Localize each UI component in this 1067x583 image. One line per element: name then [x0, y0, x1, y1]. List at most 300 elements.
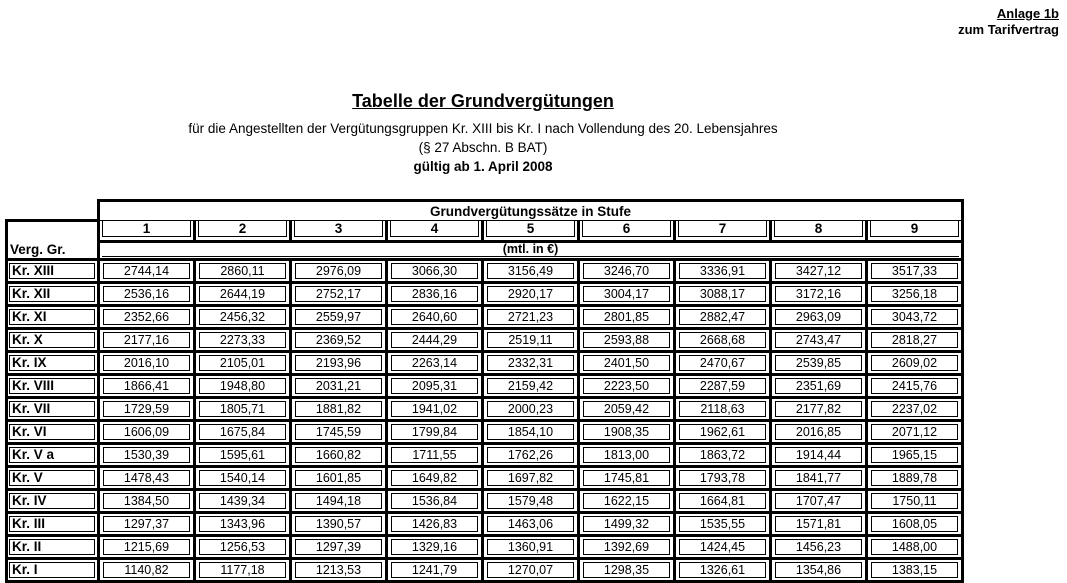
value-cell [675, 398, 771, 421]
value: 2071,12 [871, 424, 958, 440]
value: 2609,02 [871, 355, 958, 371]
row-label-cell [7, 260, 99, 283]
value-cell [291, 444, 387, 467]
value-cell [675, 513, 771, 536]
stufe-span-header: Grundvergütungssätze in Stufe [99, 201, 963, 221]
value: 3517,33 [871, 263, 958, 279]
value: 1213,53 [295, 562, 382, 578]
value-cell [771, 467, 867, 490]
row-label-cell [7, 421, 99, 444]
value: 1390,57 [295, 516, 382, 532]
value-cell [195, 283, 291, 306]
row-label: Kr. II [9, 539, 95, 555]
page-title: Tabelle der Grundvergütungen [352, 91, 614, 111]
value-cell [579, 306, 675, 329]
value: 2456,32 [199, 309, 286, 325]
stufe-column-header [771, 221, 867, 242]
row-label: Kr. XII [9, 286, 95, 302]
table-row [7, 513, 963, 536]
value: 1499,32 [583, 516, 670, 532]
value-cell [579, 375, 675, 398]
value-cell [579, 444, 675, 467]
value-cell [675, 260, 771, 283]
value-cell [483, 306, 579, 329]
value-cell [675, 329, 771, 352]
value-cell [483, 536, 579, 559]
value: 2860,11 [199, 263, 286, 279]
row-label: Kr. IX [9, 355, 95, 371]
value: 2105,01 [199, 355, 286, 371]
value: 1456,23 [775, 539, 862, 555]
value: 2963,09 [775, 309, 862, 325]
value: 1799,84 [391, 424, 478, 440]
value-cell [771, 283, 867, 306]
value: 3246,70 [583, 263, 670, 279]
value-cell [483, 352, 579, 375]
value: 2470,67 [679, 355, 766, 371]
stufe-span-row [7, 201, 963, 221]
value: 1675,84 [199, 424, 286, 440]
table-row [7, 421, 963, 444]
value: 2223,50 [583, 378, 670, 394]
value: 1863,72 [679, 447, 766, 463]
value: 1354,86 [775, 562, 862, 578]
value: 3172,16 [775, 286, 862, 302]
value-cell [387, 467, 483, 490]
value: 1215,69 [103, 539, 190, 555]
value: 1601,85 [295, 470, 382, 486]
value: 2237,02 [871, 401, 958, 417]
value-cell [387, 329, 483, 352]
value-cell [99, 352, 195, 375]
value-cell [99, 398, 195, 421]
table-row [7, 398, 963, 421]
value: 1535,55 [679, 516, 766, 532]
value-cell [99, 559, 195, 582]
value: 1360,91 [487, 539, 574, 555]
row-label-cell [7, 444, 99, 467]
table-row [7, 306, 963, 329]
value-cell [291, 306, 387, 329]
stufe-column-label: 3 [294, 221, 383, 237]
value: 1941,02 [391, 401, 478, 417]
value: 2193,96 [295, 355, 382, 371]
value-cell [291, 513, 387, 536]
stufe-column-label: 4 [390, 221, 479, 237]
value: 3066,30 [391, 263, 478, 279]
value: 1494,18 [295, 493, 382, 509]
value: 2744,14 [103, 263, 190, 279]
row-label-cell [7, 398, 99, 421]
value-cell [291, 260, 387, 283]
row-label-cell [7, 306, 99, 329]
stufe-column-label: 1 [102, 221, 191, 237]
value-cell [387, 444, 483, 467]
row-label-cell [7, 352, 99, 375]
value-cell [483, 421, 579, 444]
row-label: Kr. IV [9, 493, 95, 509]
value: 2920,17 [487, 286, 574, 302]
value-cell [387, 490, 483, 513]
value: 1579,48 [487, 493, 574, 509]
value: 1750,11 [871, 493, 958, 509]
value-cell [387, 283, 483, 306]
value-cell [195, 559, 291, 582]
value: 2668,68 [679, 332, 766, 348]
value-cell [195, 352, 291, 375]
value-cell [771, 352, 867, 375]
value: 1707,47 [775, 493, 862, 509]
value-cell [771, 536, 867, 559]
value-cell [579, 490, 675, 513]
value-cell [867, 306, 963, 329]
value: 1962,61 [679, 424, 766, 440]
value: 2177,16 [103, 332, 190, 348]
value-cell [291, 352, 387, 375]
value-cell [195, 536, 291, 559]
value-cell [99, 375, 195, 398]
value: 1711,55 [391, 447, 478, 463]
row-label: Kr. V a [9, 447, 95, 463]
value: 3088,17 [679, 286, 766, 302]
value-cell [387, 352, 483, 375]
value-cell [291, 467, 387, 490]
stufe-column-header [483, 221, 579, 242]
value-cell [579, 283, 675, 306]
value: 1697,82 [487, 470, 574, 486]
value-cell [771, 375, 867, 398]
value-cell [771, 329, 867, 352]
value: 2836,16 [391, 286, 478, 302]
value-cell [579, 559, 675, 582]
value: 1256,53 [199, 539, 286, 555]
value-cell [771, 490, 867, 513]
remuneration-table [5, 199, 964, 583]
value: 2000,23 [487, 401, 574, 417]
value-cell [867, 421, 963, 444]
table-row [7, 536, 963, 559]
value: 1745,59 [295, 424, 382, 440]
value: 2640,60 [391, 309, 478, 325]
value-cell [867, 444, 963, 467]
value: 2287,59 [679, 378, 766, 394]
value-cell [195, 398, 291, 421]
value: 2401,50 [583, 355, 670, 371]
value-cell [195, 329, 291, 352]
value: 2801,85 [583, 309, 670, 325]
table-row [7, 352, 963, 375]
table-row [7, 283, 963, 306]
value-cell [291, 421, 387, 444]
value-cell [579, 352, 675, 375]
value: 1426,83 [391, 516, 478, 532]
value: 1297,37 [103, 516, 190, 532]
value-cell [771, 260, 867, 283]
value: 2743,47 [775, 332, 862, 348]
value-cell [483, 490, 579, 513]
annex-label: Anlage 1b [996, 6, 1059, 21]
value: 2369,52 [295, 332, 382, 348]
value: 2519,11 [487, 332, 574, 348]
value: 1745,81 [583, 470, 670, 486]
value-cell [579, 513, 675, 536]
value-cell [867, 398, 963, 421]
row-label: Kr. X [9, 332, 95, 348]
table-row [7, 329, 963, 352]
value: 3427,12 [775, 263, 862, 279]
value: 2444,29 [391, 332, 478, 348]
value-cell [99, 490, 195, 513]
value: 2016,10 [103, 355, 190, 371]
value-cell [867, 375, 963, 398]
value: 1343,96 [199, 516, 286, 532]
value: 2539,85 [775, 355, 862, 371]
value-cell [771, 559, 867, 582]
table-body [7, 260, 963, 582]
value-cell [387, 421, 483, 444]
value: 2016,85 [775, 424, 862, 440]
value: 2095,31 [391, 378, 478, 394]
stufe-column-label: 6 [582, 221, 671, 237]
value-cell [675, 283, 771, 306]
value-cell [867, 352, 963, 375]
stufe-numbers-row [7, 221, 963, 242]
value: 2536,16 [103, 286, 190, 302]
value: 1383,15 [871, 562, 958, 578]
value: 1463,06 [487, 516, 574, 532]
stufe-column-label: 9 [870, 221, 959, 237]
value-cell [99, 444, 195, 467]
value: 3043,72 [871, 309, 958, 325]
value: 2559,97 [295, 309, 382, 325]
value-cell [867, 513, 963, 536]
corner-note [958, 6, 1059, 38]
value: 1813,00 [583, 447, 670, 463]
value: 2352,66 [103, 309, 190, 325]
row-label: Kr. VII [9, 401, 95, 417]
value-cell [867, 467, 963, 490]
value-cell [291, 283, 387, 306]
value: 1965,15 [871, 447, 958, 463]
value: 2976,09 [295, 263, 382, 279]
subtitle-scope: für die Angestellten der Vergütungsgruppen Kr. XIII bis Kr. I nach Vollendung des 20. Lebensjahres [188, 121, 778, 136]
value: 3156,49 [487, 263, 574, 279]
value: 1298,35 [583, 562, 670, 578]
stufe-column-header [195, 221, 291, 242]
value: 1384,50 [103, 493, 190, 509]
value: 2351,69 [775, 378, 862, 394]
value: 1854,10 [487, 424, 574, 440]
value: 1297,39 [295, 539, 382, 555]
value-cell [675, 490, 771, 513]
value: 1948,80 [199, 378, 286, 394]
value-cell [867, 260, 963, 283]
stufe-column-label: 5 [486, 221, 575, 237]
row-label-cell [7, 490, 99, 513]
title-block [2, 91, 964, 176]
row-label: Kr. I [9, 562, 95, 578]
value: 1914,44 [775, 447, 862, 463]
row-label-cell [7, 513, 99, 536]
value-cell [675, 444, 771, 467]
value-cell [483, 559, 579, 582]
value-cell [483, 398, 579, 421]
stufe-column-header [867, 221, 963, 242]
value-cell [387, 513, 483, 536]
value: 2415,76 [871, 378, 958, 394]
value: 2031,21 [295, 378, 382, 394]
value: 1793,78 [679, 470, 766, 486]
value: 1608,05 [871, 516, 958, 532]
stufe-column-header [291, 221, 387, 242]
value: 1664,81 [679, 493, 766, 509]
value: 1530,39 [103, 447, 190, 463]
value: 2273,33 [199, 332, 286, 348]
value-cell [99, 421, 195, 444]
value: 1866,41 [103, 378, 190, 394]
value-cell [195, 375, 291, 398]
value-cell [675, 352, 771, 375]
value-cell [387, 375, 483, 398]
value-cell [195, 421, 291, 444]
value: 1649,82 [391, 470, 478, 486]
value-cell [771, 306, 867, 329]
value: 1140,82 [103, 562, 190, 578]
value-cell [387, 260, 483, 283]
value: 1488,00 [871, 539, 958, 555]
value: 2118,63 [679, 401, 766, 417]
validity-date: gültig ab 1. April 2008 [413, 159, 553, 174]
value-cell [291, 490, 387, 513]
value: 1622,15 [583, 493, 670, 509]
row-label: Kr. XIII [9, 263, 95, 279]
value: 2263,14 [391, 355, 478, 371]
tariff-contract-label: zum Tarifvertrag [958, 22, 1059, 37]
value: 3256,18 [871, 286, 958, 302]
value-cell [387, 306, 483, 329]
unit-row [7, 242, 963, 260]
unit-header [99, 242, 963, 260]
value: 1241,79 [391, 562, 478, 578]
value-cell [771, 444, 867, 467]
value-cell [99, 283, 195, 306]
value: 2644,19 [199, 286, 286, 302]
table-row [7, 444, 963, 467]
row-label-cell [7, 467, 99, 490]
value: 2818,27 [871, 332, 958, 348]
value-cell [579, 260, 675, 283]
value-cell [867, 536, 963, 559]
value-cell [483, 329, 579, 352]
value-cell [195, 467, 291, 490]
value-cell [867, 329, 963, 352]
value-cell [483, 513, 579, 536]
value: 1881,82 [295, 401, 382, 417]
value-cell [579, 421, 675, 444]
value-cell [99, 306, 195, 329]
value: 1889,78 [871, 470, 958, 486]
stufe-column-header [579, 221, 675, 242]
value-cell [291, 329, 387, 352]
row-label: Kr. III [9, 516, 95, 532]
value-cell [579, 329, 675, 352]
value-cell [99, 467, 195, 490]
value: 1571,81 [775, 516, 862, 532]
value: 2721,23 [487, 309, 574, 325]
value-cell [675, 559, 771, 582]
row-label-cell [7, 536, 99, 559]
value-cell [579, 398, 675, 421]
value-cell [195, 306, 291, 329]
value-cell [867, 283, 963, 306]
corner-spacer [7, 201, 99, 221]
value-cell [483, 283, 579, 306]
value: 1424,45 [679, 539, 766, 555]
value-cell [483, 260, 579, 283]
table-row [7, 375, 963, 398]
value: 1762,26 [487, 447, 574, 463]
value: 1270,07 [487, 562, 574, 578]
value-cell [867, 490, 963, 513]
value: 1392,69 [583, 539, 670, 555]
value-cell [675, 421, 771, 444]
stufe-column-header [387, 221, 483, 242]
subtitle-paragraph: (§ 27 Abschn. B BAT) [418, 140, 548, 155]
value-cell [387, 398, 483, 421]
value: 1660,82 [295, 447, 382, 463]
value-cell [99, 329, 195, 352]
value-cell [483, 375, 579, 398]
value: 2177,82 [775, 401, 862, 417]
value-cell [99, 536, 195, 559]
stufe-column-header [99, 221, 195, 242]
row-label: Kr. XI [9, 309, 95, 325]
table-row [7, 260, 963, 283]
value-cell [675, 536, 771, 559]
value-cell [771, 398, 867, 421]
value: 2332,31 [487, 355, 574, 371]
value-cell [99, 513, 195, 536]
row-label: Kr. VI [9, 424, 95, 440]
value-cell [867, 559, 963, 582]
row-label-cell [7, 283, 99, 306]
value-cell [195, 490, 291, 513]
value: 2752,17 [295, 286, 382, 302]
value: 1439,34 [199, 493, 286, 509]
value-cell [195, 444, 291, 467]
value: 2059,42 [583, 401, 670, 417]
row-label: Kr. VIII [9, 378, 95, 394]
value-cell [771, 421, 867, 444]
value-cell [195, 513, 291, 536]
verg-gr-header: Verg. Gr. [7, 221, 99, 260]
unit-label: (mtl. in €) [102, 243, 959, 257]
stufe-column-label: 2 [198, 221, 287, 237]
value: 1805,71 [199, 401, 286, 417]
value-cell [483, 444, 579, 467]
row-label: Kr. V [9, 470, 95, 486]
value-cell [195, 260, 291, 283]
stufe-column-label: 8 [774, 221, 863, 237]
value-cell [675, 306, 771, 329]
row-label-cell [7, 329, 99, 352]
value: 1540,14 [199, 470, 286, 486]
value: 2882,47 [679, 309, 766, 325]
table-row [7, 559, 963, 582]
value: 1326,61 [679, 562, 766, 578]
value-cell [99, 260, 195, 283]
value: 1536,84 [391, 493, 478, 509]
